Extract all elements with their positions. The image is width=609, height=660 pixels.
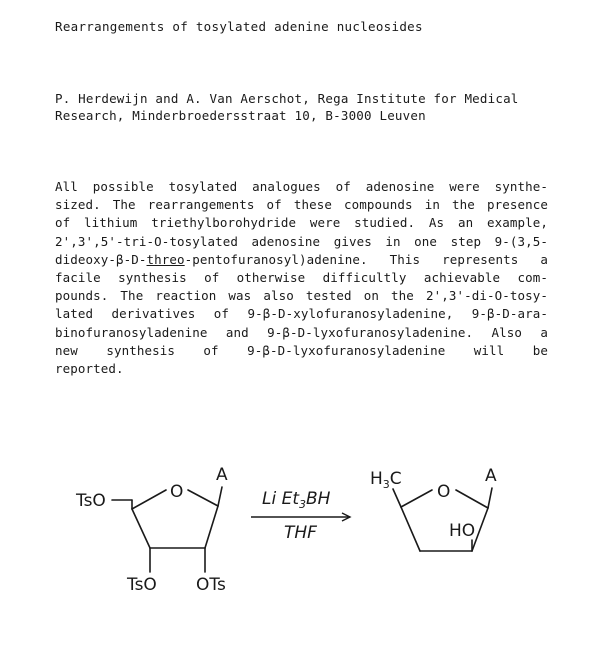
bond-c1-adenine: [488, 488, 492, 508]
product-hydroxyl-ho: HO: [449, 521, 476, 541]
abstract-line: pounds. The reaction was also tested on the 2',3'-di-O-tosy-: [55, 288, 548, 304]
reaction-arrow: [251, 513, 350, 521]
abstract-line: 2',3',5'-tri-O-tosylated adenosine gives in one step 9-(3,5-: [55, 233, 548, 249]
bond-c4-o4: [401, 490, 432, 507]
product-anomeric-a: A: [485, 466, 497, 486]
abstract: [55, 178, 548, 378]
bond-c3-c4: [401, 507, 420, 551]
abstract-line-5-pre: dideoxy-β-D-: [55, 251, 147, 267]
abstract-line: of lithium triethylborohydride were studied. As an example,: [55, 215, 548, 231]
reactant-anomeric-a: A: [216, 465, 228, 485]
bond-o4-c1: [188, 490, 218, 506]
product-ring-oxygen: O: [437, 482, 451, 502]
reaction-scheme: [0, 440, 609, 640]
reactant-ring-oxygen: O: [170, 482, 184, 502]
abstract-line: facile synthesis of otherwise difficultly achievable com-: [55, 270, 548, 286]
paper-title: Rearrangements of tosylated adenine nucleosides: [55, 19, 423, 34]
abstract-line: reported.: [55, 361, 124, 377]
abstract-line: binofuranosyladenine and 9-β-D-lyxofuranosyladenine. Also a: [55, 324, 548, 340]
abstract-line: [55, 251, 548, 269]
reactant-c3-tso: TsO: [127, 575, 157, 595]
bond-c1-c2: [205, 506, 218, 548]
bond-c1-adenine: [218, 487, 222, 506]
abstract-line: sized. The rearrangements of these compounds in the presence: [55, 197, 548, 213]
abstract-line: lated derivatives of 9-β-D-xylofuranosyladenine, 9-β-D-ara-: [55, 306, 548, 322]
bond-c4-o4: [132, 490, 166, 509]
bond-c3-c4: [132, 509, 150, 548]
author-line-1: P. Herdewijn and A. Van Aerschot, Rega Institute for Medical: [55, 91, 519, 106]
author-affiliation: [55, 90, 555, 124]
bond-o4-c1: [456, 490, 488, 508]
abstract-line: All possible tosylated analogues of adenosine were synthe-: [55, 179, 548, 194]
product-methyl-h3c: $H_3C$: [370, 469, 402, 491]
reagent-label: Li $Et_3BH$: [262, 489, 331, 511]
solvent-label: THF: [284, 523, 317, 543]
bond-c4-methyl: [393, 489, 401, 507]
reactant-structure: [112, 487, 222, 572]
reactant-c5-tso: TsO: [76, 491, 106, 511]
author-line-2: Research, Minderbroedersstraat 10, B-3000 Leuven: [55, 108, 426, 123]
reactant-c2-ots: OTs: [196, 575, 226, 595]
abstract-line-5-post: -pentofuranosyl)adenine. This represents a: [184, 251, 548, 267]
abstract-line: new synthesis of 9-β-D-lyxofuranosyladenine will be: [55, 342, 548, 358]
threo-underlined: threo: [146, 251, 185, 267]
